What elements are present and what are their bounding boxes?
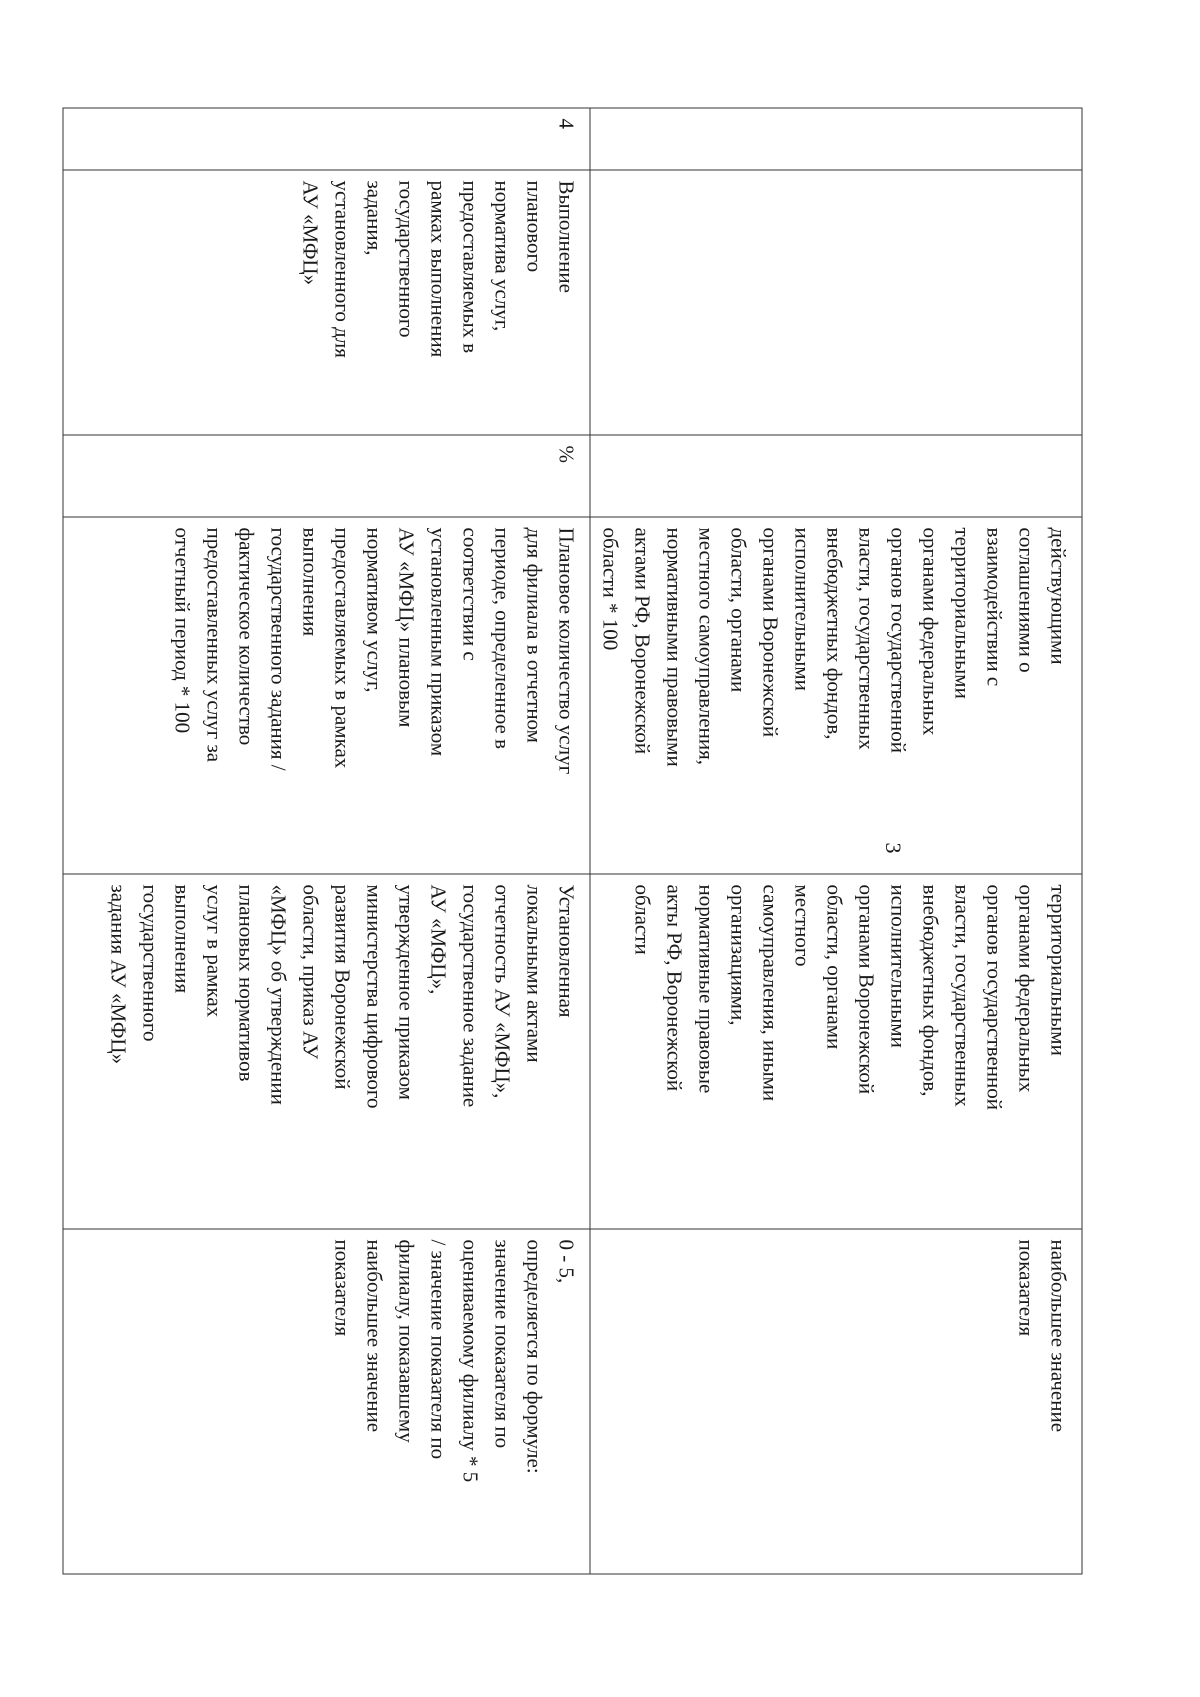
cell-scoring-scale: наибольшее значение показателя (590, 1229, 1082, 1574)
cell-number: 4 (63, 108, 590, 170)
cell-data-source: территориальными органами федеральных органов государственной власти, государственных внебюджетных фондов, исполнительными органами Воронежской области, органами местного самоуправления, иными организациями, нормативные правовые акты РФ, Воронежской области (590, 874, 1082, 1229)
cell-formula: Плановое количество услуг для филиала в отчетном периоде, определенное в соответствии с установленным приказом АУ «МФЦ» плановым нормативом услуг, предоставляемых в рамках выполнения государственного задания / фактическое количество предоставленных услуг за отчетный период * 100 (63, 517, 590, 874)
indicators-table-rotated (106, 107, 1083, 1573)
cell-data-source: Установленная локальными актами отчетность АУ «МФЦ», государственное задание АУ «МФЦ», утвержденное приказом министерства цифрового развития Воронежской области, приказ АУ «МФЦ» об утверждении плановых нормативов услуг в рамках выполнения государственного задания АУ «МФЦ» (63, 874, 590, 1229)
cell-number (590, 108, 1082, 170)
page-number: 3 (881, 842, 906, 854)
table-row-4 (63, 108, 590, 1574)
table-row-continued (590, 108, 1082, 1574)
cell-indicator-name (590, 170, 1082, 435)
cell-formula: действующими соглашениями о взаимодействии с территориальными органами федеральных органов государственной власти, государственных внебюджетных фондов, исполнительными органами Воронежской области, органами местного самоуправления, нормативными правовыми актами РФ, Воронежской области * 100 (590, 517, 1082, 874)
indicators-table (63, 107, 1083, 1574)
cell-unit (590, 435, 1082, 517)
cell-indicator-name: Выполнение планового норматива услуг, предоставляемых в рамках выполнения государственного задания, установленного для АУ «МФЦ» (63, 170, 590, 435)
cell-scoring-scale: 0 - 5, определяется по формуле: значение показателя по оцениваемому филиалу * 5 / значение показателя по филиалу, показавшему наибольшее значение показателя (63, 1229, 590, 1574)
cell-unit: % (63, 435, 590, 517)
